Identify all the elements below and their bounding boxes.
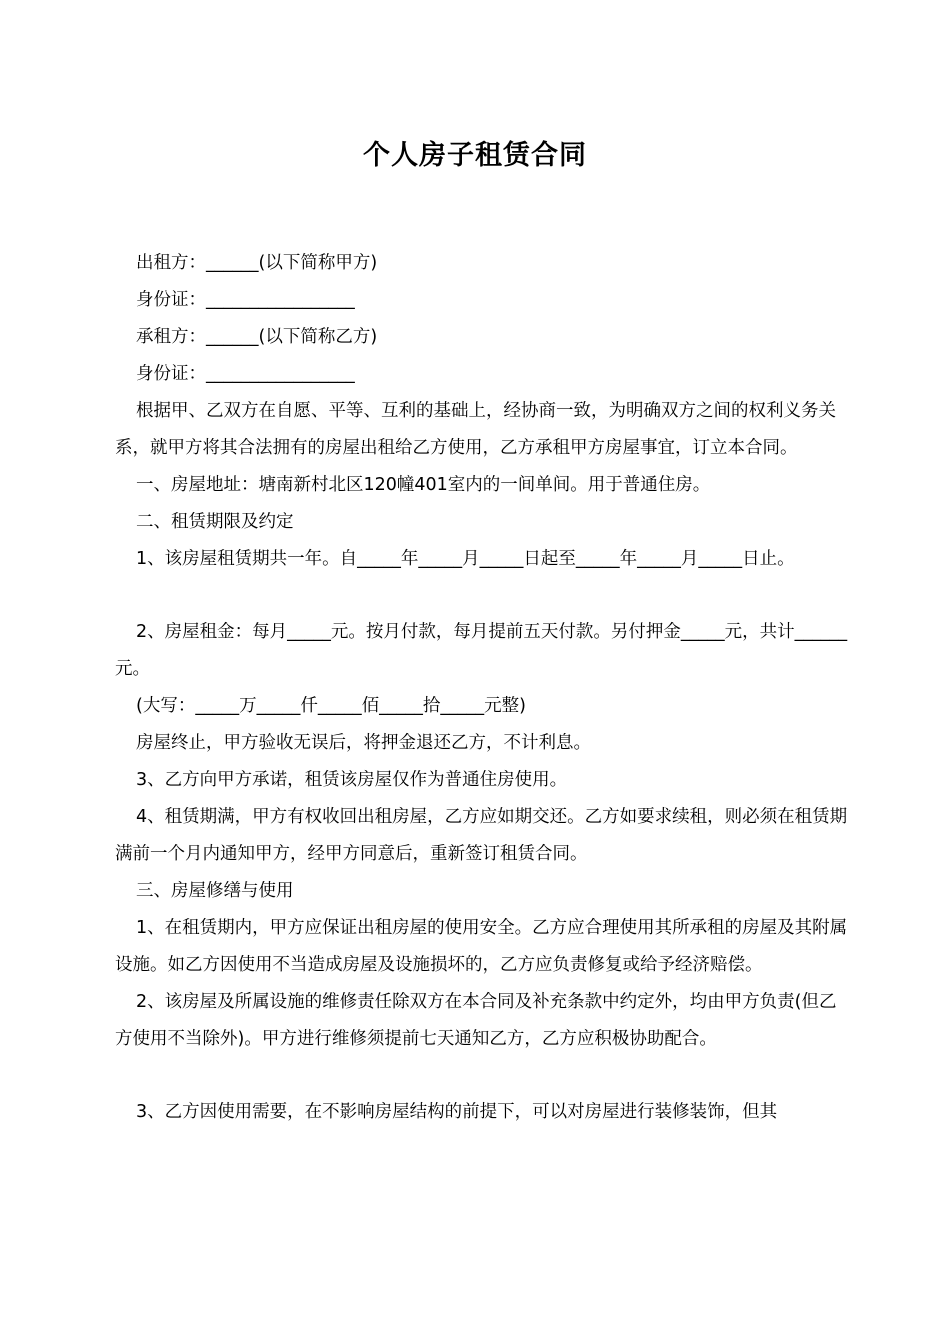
section-3-heading: 三、房屋修缮与使用 <box>136 881 294 901</box>
lessee-id-line: 身份证：_________________ <box>136 364 355 384</box>
section-2-heading: 二、租赁期限及约定 <box>136 512 294 532</box>
section-1-address: 一、房屋地址：塘南新村北区120幢401室内的一间单间。用于普通住房。 <box>136 475 711 495</box>
clause-2-3-usage: 3、乙方向甲方承诺，租赁该房屋仅作为普通住房使用。 <box>136 770 568 790</box>
lessee-line: 承租方：______(以下简称乙方) <box>136 327 378 347</box>
document-body <box>115 245 850 1131</box>
clause-2-1-term: 1、该房屋租赁期共一年。自_____年_____月_____日起至_____年_____月_____日止。 <box>136 549 795 569</box>
clause-2-4-renewal: 4、租赁期满，甲方有权收回出租房屋，乙方应如期交还。乙方如要求续租，则必须在租赁期满前一个月内通知甲方，经甲方同意后，重新签订租赁合同。 <box>115 807 848 864</box>
lessor-line: 出租方：______(以下简称甲方) <box>136 253 378 273</box>
clause-2-2-rent: 2、房屋租金：每月_____元。按月付款，每月提前五天付款。另付押金_____元，共计______元。 <box>115 622 848 679</box>
preamble-paragraph: 根据甲、乙双方在自愿、平等、互利的基础上，经协商一致，为明确双方之间的权利义务关系，就甲方将其合法拥有的房屋出租给乙方使用，乙方承租甲方房屋事宜，订立本合同。 <box>115 401 836 458</box>
lessor-id-line: 身份证：_________________ <box>136 290 355 310</box>
clause-3-2-maintenance: 2、该房屋及所属设施的维修责任除双方在本合同及补充条款中约定外，均由甲方负责(但乙方使用不当除外)。甲方进行维修须提前七天通知乙方，乙方应积极协助配合。 <box>115 992 837 1049</box>
clause-2-2-deposit-return: 房屋终止，甲方验收无误后，将押金退还乙方，不计利息。 <box>136 733 591 753</box>
clause-3-1-safety: 1、在租赁期内，甲方应保证出租房屋的使用安全。乙方应合理使用其所承租的房屋及其附属设施。如乙方因使用不当造成房屋及设施损坏的，乙方应负责修复或给予经济赔偿。 <box>115 918 848 975</box>
document-title: 个人房子租赁合同 <box>363 140 587 171</box>
clause-2-2-amount-words: (大写：_____万_____仟_____佰_____拾_____元整) <box>136 696 526 716</box>
clause-3-3-decoration: 3、乙方因使用需要，在不影响房屋结构的前提下，可以对房屋进行装修装饰，但其 <box>136 1102 778 1122</box>
